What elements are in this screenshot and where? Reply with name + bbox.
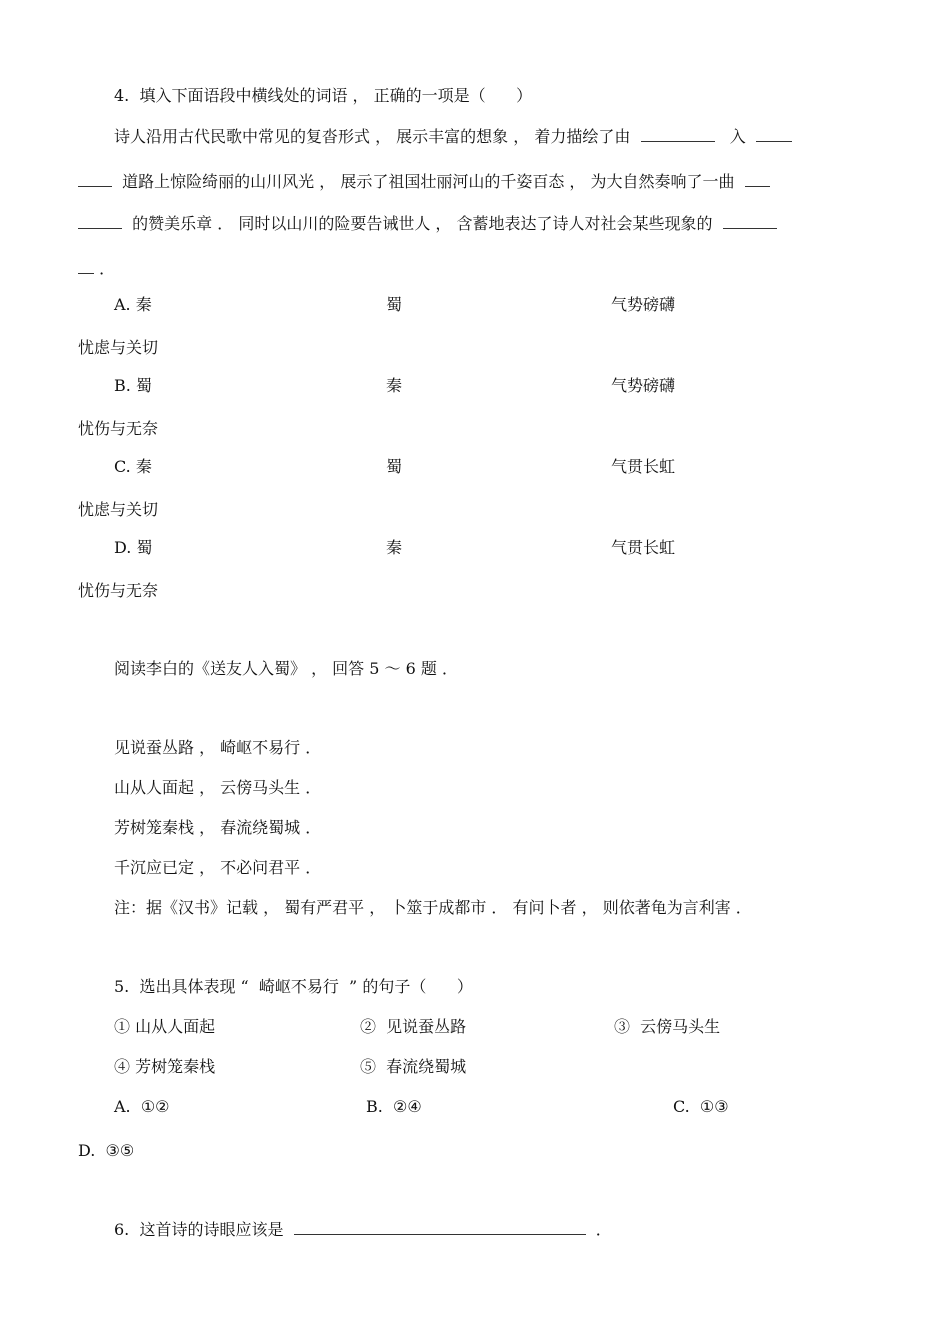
q4-option-d-label[interactable]: D. 蜀 [114,538,153,557]
q4-option-a-b: 蜀 [386,295,403,314]
q5-option-c[interactable]: C. ①③ [673,1097,729,1116]
q5-item-1: ① 山从人面起 [114,1017,216,1036]
q4-option-a-c: 气势磅礴 [611,295,676,314]
q5-item-3: ③ 云傍马头生 [614,1017,721,1036]
q4-passage-text-1: 诗人沿用古代民歌中常见的复沓形式 ， 展示丰富的想象 ， 着力描绘了由 [114,127,631,146]
q4-passage-line2 [78,172,770,192]
poem-line-3: 芳树笼秦栈 ， 春流绕蜀城 ． [114,818,322,837]
q4-option-d-d: 忧伤与无奈 [78,581,159,600]
poem-line-2: 山从人面起 ， 云傍马头生 ． [114,778,322,797]
q4-blank-4b[interactable] [78,259,94,274]
q5-option-a[interactable]: A. ①② [114,1097,170,1116]
poem-line-1: 见说蚕丛路 ， 崎岖不易行 ． [114,738,322,757]
q4-option-b-c: 气势磅礴 [611,376,676,395]
q4-passage-text-3: 的赞美乐章 ． 同时以山川的险要告诫世人 ， 含蓄地表达了诗人对社会某些现象的 [132,214,713,233]
q6-end: ． [595,1220,612,1239]
q5-item-4: ④ 芳树笼秦栈 [114,1057,216,1076]
q4-passage-text-2: 道路上惊险绮丽的山川风光 ， 展示了祖国壮丽河山的千姿百态 ， 为大自然奏响了一曲 [122,172,735,191]
q4-option-b-label[interactable]: B. 蜀 [114,376,152,395]
q6-answer-blank[interactable] [294,1220,586,1235]
q5-item-5: ⑤ 春流绕蜀城 [360,1057,467,1076]
q4-passage-line1 [114,127,792,147]
q5-item-2: ② 见说蚕丛路 [360,1017,467,1036]
q5-option-b[interactable]: B. ②④ [366,1097,422,1116]
q4-blank-1[interactable] [641,127,715,142]
q4-blank-3a[interactable] [745,172,770,187]
q4-blank-4a[interactable] [723,214,777,229]
q4-option-d-c: 气贯长虹 [611,538,676,557]
q4-option-b-b: 秦 [386,376,403,395]
q4-stem: 4. 填入下面语段中横线处的词语 ， 正确的一项是（ ） [114,86,533,105]
q4-option-d-b: 秦 [386,538,403,557]
q4-passage-line3 [78,214,777,234]
q4-passage-end: ． [99,259,116,278]
poem-note: 注：据《汉书》记载 ， 蜀有严君平 ， 卜筮于成都市 ． 有问卜者 ， 则依著龟为言利害 ． [114,898,752,917]
q4-blank-2a[interactable] [756,127,792,142]
q4-option-c-label[interactable]: C. 秦 [114,457,152,476]
q4-blank-3b[interactable] [78,214,122,229]
q6-stem: 6. 这首诗的诗眼应该是 [114,1220,284,1239]
q4-blank-2b[interactable] [78,172,112,187]
q4-option-c-c: 气贯长虹 [611,457,676,476]
q4-option-c-b: 蜀 [386,457,403,476]
q4-option-a-label[interactable]: A. 秦 [114,295,152,314]
q5-option-d[interactable]: D. ③⑤ [78,1141,135,1160]
q4-ru: 入 [729,127,746,146]
q4-option-a-d: 忧虑与关切 [78,338,159,357]
q5-stem: 5. 选出具体表现 “ 崎岖不易行 ” 的句子（ ） [114,977,473,996]
q4-passage-line4 [78,259,115,279]
q4-option-c-d: 忧虑与关切 [78,500,159,519]
reading-intro: 阅读李白的《送友人入蜀》 ， 回答 5 ～ 6 题 ． [114,659,458,678]
q6-line [114,1220,612,1240]
q4-option-b-d: 忧伤与无奈 [78,419,159,438]
poem-line-4: 千沉应已定 ， 不必问君平 ． [114,858,322,877]
